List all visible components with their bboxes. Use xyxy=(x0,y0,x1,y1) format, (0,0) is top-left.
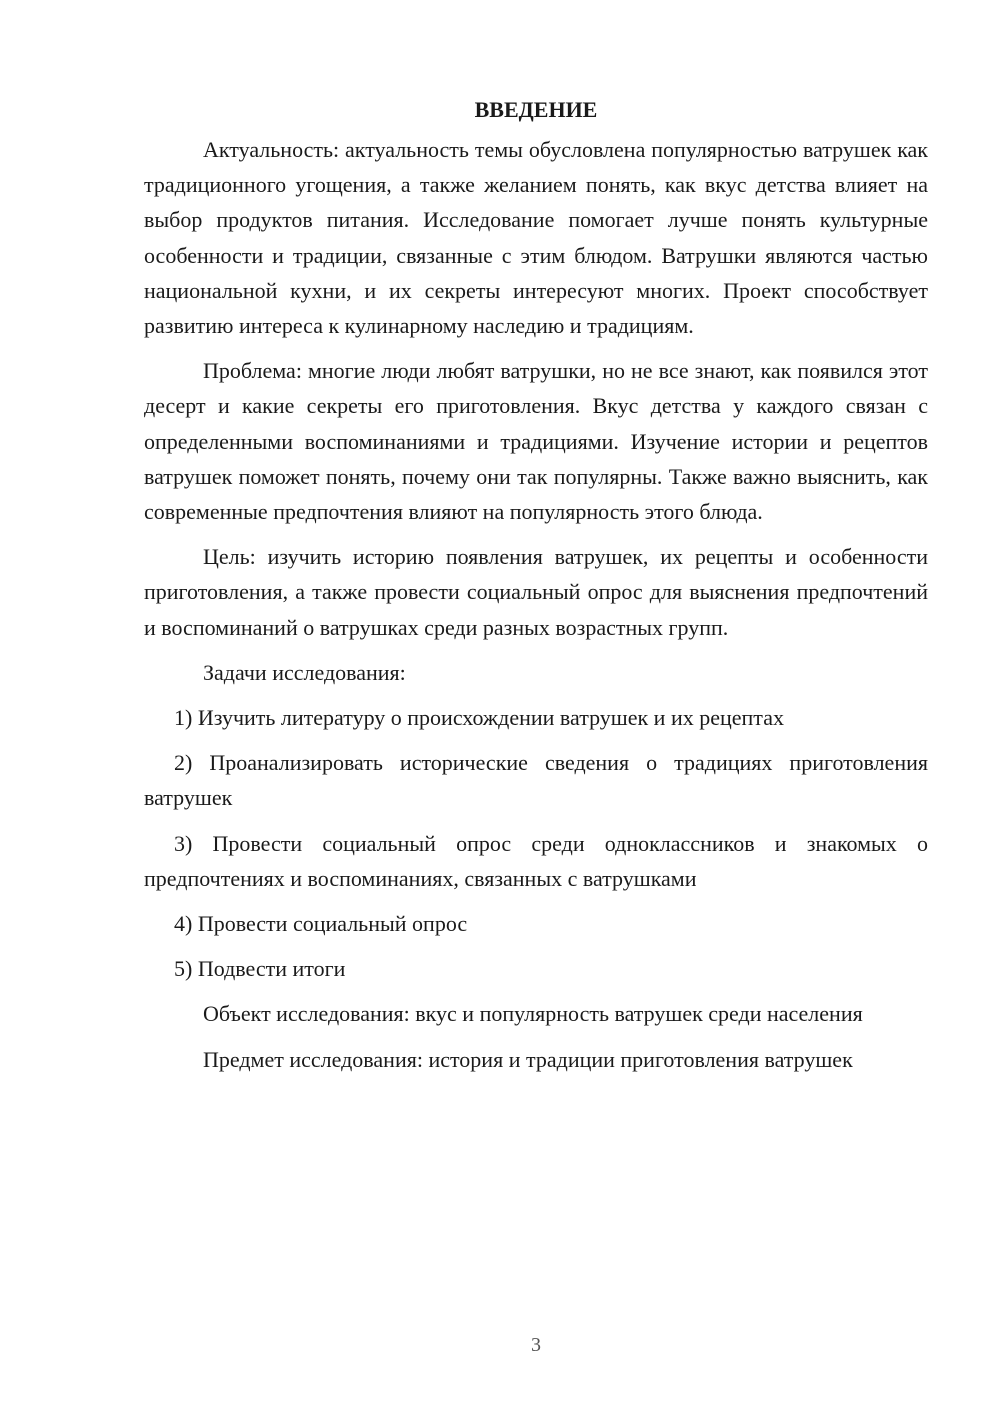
paragraph-object: Объект исследования: вкус и популярность ватрушек среди населения xyxy=(203,1001,863,1027)
paragraph-tasks-heading: Задачи исследования: xyxy=(203,659,406,685)
task-item-1: 1) Изучить литературу о происхождении ватрушек и их рецептах xyxy=(174,705,784,731)
paragraph-goal: Цель: изучить историю появления ватрушек, их рецепты и особенности приготовления, а также провести социальный опрос для выяснения предпочтений и воспоминаний о ватрушках среди разных возрастных групп. xyxy=(144,544,928,640)
task-item-2: 2) Проанализировать исторические сведения о традициях приготовления ватрушек xyxy=(144,750,928,811)
paragraph-relevance: Актуальность: актуальность темы обусловлена популярностью ватрушек как традиционного угощения, а также желанием понять, как вкус детства влияет на выбор продуктов питания. Исследование помогает лучше понять культурные особенности и традиции, связанные с этим блюдом. Ватрушки являются частью национальной кухни, и их секреты интересуют многих. Проект способствует развитию интереса к кулинарному наследию и традициям. xyxy=(144,137,928,339)
paragraph-problem: Проблема: многие люди любят ватрушки, но не все знают, как появился этот десерт и какие секреты его приготовления. Вкус детства у каждого связан с определенными воспоминаниями и традициями. Изучение истории и рецептов ватрушек поможет понять, почему они так популярны. Также важно выяснить, как современные предпочтения влияют на популярность этого блюда. xyxy=(144,358,928,525)
task-item-3: 3) Провести социальный опрос среди одноклассников и знакомых о предпочтениях и воспоминаниях, связанных с ватрушками xyxy=(144,830,928,891)
page-number: 3 xyxy=(531,1334,541,1356)
document-page xyxy=(144,92,928,1087)
paragraph-subject: Предмет исследования: история и традиции приготовления ватрушек xyxy=(203,1046,853,1072)
task-item-5: 5) Подвести итоги xyxy=(174,956,346,982)
section-title: ВВЕДЕНИЕ xyxy=(474,97,598,122)
task-item-4: 4) Провести социальный опрос xyxy=(174,911,468,937)
